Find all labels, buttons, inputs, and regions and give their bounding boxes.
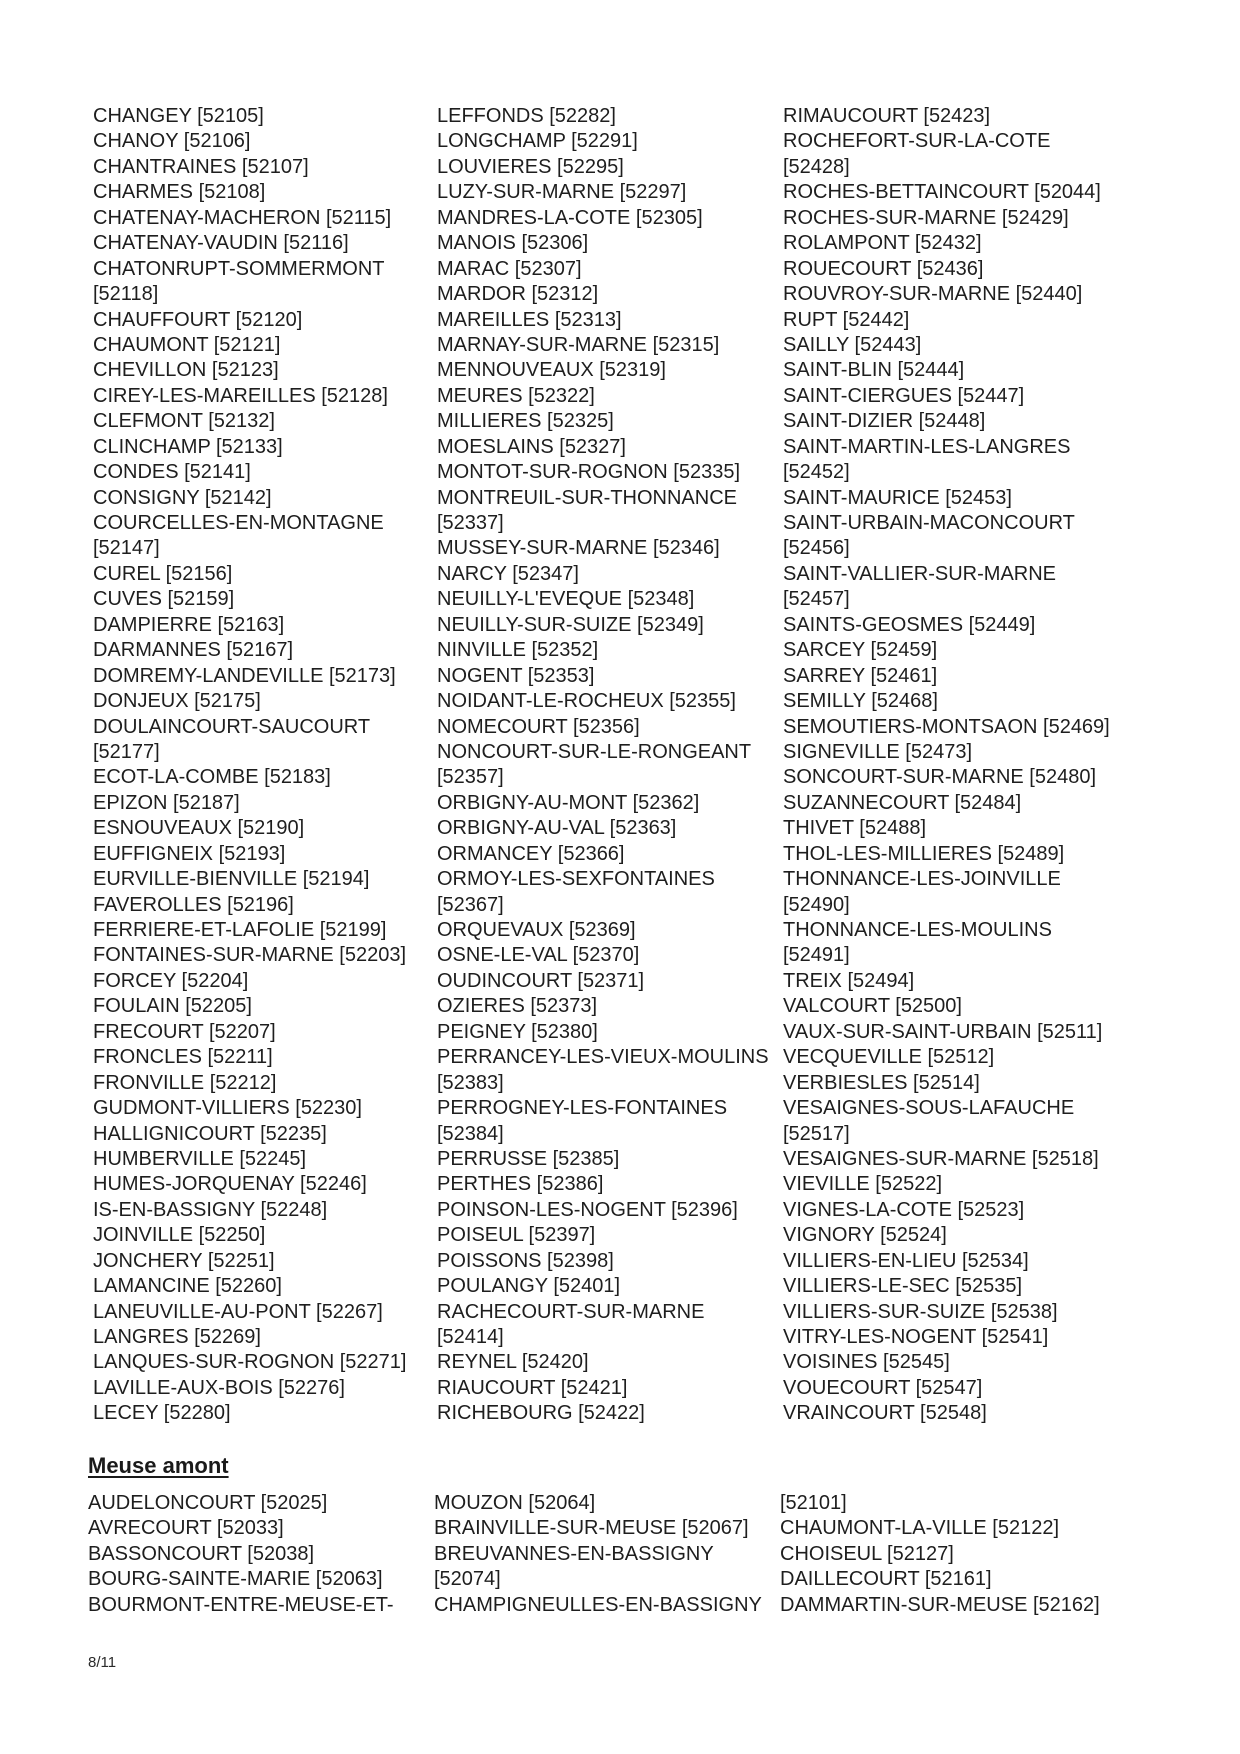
- commune-line: SAINT-URBAIN-MACONCOURT: [783, 512, 1075, 534]
- commune-line: [52452]: [783, 461, 850, 484]
- commune-line: LANGRES [52269]: [93, 1326, 261, 1348]
- commune-line: CHATENAY-MACHERON [52115]: [93, 206, 392, 229]
- commune-line: BOURMONT-ENTRE-MEUSE-ET-: [88, 1593, 394, 1616]
- commune-line: LAMANCINE [52260]: [93, 1275, 282, 1298]
- commune-line: ORMOY-LES-SEXFONTAINES: [437, 868, 715, 891]
- commune-line: ORMANCEY [52366]: [437, 842, 625, 865]
- commune-line: MAREILLES [52313]: [437, 308, 622, 331]
- commune-line: DONJEUX [52175]: [93, 690, 261, 713]
- commune-line: NOIDANT-LE-ROCHEUX [52355]: [437, 690, 736, 713]
- commune-line: RIAUCOURT [52421]: [437, 1376, 628, 1399]
- commune-line: CHAUFFOURT [52120]: [93, 308, 303, 331]
- commune-line: VAUX-SUR-SAINT-URBAIN [52511]: [783, 1020, 1103, 1043]
- commune-line: CHAMPIGNEULLES-EN-BASSIGNY: [434, 1593, 762, 1616]
- commune-line: NINVILLE [52352]: [437, 639, 599, 662]
- commune-line: CHAUMONT-LA-VILLE [52122]: [780, 1517, 1059, 1540]
- commune-line: ORBIGNY-AU-VAL [52363]: [437, 817, 677, 840]
- commune-line: AVRECOURT [52033]: [88, 1517, 284, 1540]
- commune-line: TREIX [52494]: [783, 969, 915, 992]
- commune-line: VECQUEVILLE [52512]: [783, 1046, 995, 1069]
- commune-line: COURCELLES-EN-MONTAGNE: [93, 512, 384, 534]
- commune-line: ROUECOURT [52436]: [783, 257, 984, 280]
- commune-line: [52337]: [437, 512, 504, 534]
- commune-line: FAVEROLLES [52196]: [93, 893, 294, 916]
- commune-line: JOINVILLE [52250]: [93, 1224, 266, 1247]
- commune-line: AUDELONCOURT [52025]: [88, 1492, 328, 1514]
- commune-line: [52177]: [93, 740, 160, 763]
- commune-line: CHARMES [52108]: [93, 181, 266, 204]
- commune-line: MARNAY-SUR-MARNE [52315]: [437, 333, 720, 356]
- commune-line: MARDOR [52312]: [437, 283, 599, 306]
- commune-column-3: [783, 104, 1110, 1427]
- commune-line: VRAINCOURT [52548]: [783, 1402, 987, 1425]
- commune-line: VOISINES [52545]: [783, 1351, 950, 1374]
- commune-line: MANOIS [52306]: [437, 232, 589, 255]
- commune-line: POULANGY [52401]: [437, 1275, 621, 1298]
- commune-line: EURVILLE-BIENVILLE [52194]: [93, 868, 370, 891]
- commune-line: ECOT-LA-COMBE [52183]: [93, 766, 331, 789]
- commune-line: ROCHES-SUR-MARNE [52429]: [783, 206, 1069, 229]
- commune-line: [52357]: [437, 766, 504, 789]
- commune-line: MONTOT-SUR-ROGNON [52335]: [437, 461, 741, 484]
- commune-line: DOMREMY-LANDEVILLE [52173]: [93, 664, 396, 687]
- commune-line: SUZANNECOURT [52484]: [783, 791, 1022, 814]
- commune-line: [52118]: [93, 283, 159, 306]
- commune-line: THONNANCE-LES-JOINVILLE: [783, 868, 1061, 891]
- commune-line: VALCOURT [52500]: [783, 995, 962, 1018]
- commune-line: CLEFMONT [52132]: [93, 410, 275, 433]
- commune-line: LONGCHAMP [52291]: [437, 130, 638, 153]
- commune-line: CHOISEUL [52127]: [780, 1542, 954, 1565]
- commune-line: MUSSEY-SUR-MARNE [52346]: [437, 537, 720, 560]
- commune-line: IS-EN-BASSIGNY [52248]: [93, 1198, 328, 1221]
- commune-line: JONCHERY [52251]: [93, 1249, 275, 1272]
- commune-line: [52074]: [434, 1568, 501, 1591]
- commune-line: HUMES-JORQUENAY [52246]: [93, 1173, 367, 1196]
- commune-line: VESAIGNES-SUR-MARNE [52518]: [783, 1147, 1099, 1170]
- commune-line: PERRANCEY-LES-VIEUX-MOULINS: [437, 1046, 769, 1069]
- commune-line: [52457]: [783, 588, 850, 611]
- commune-line: SAINT-DIZIER [52448]: [783, 410, 986, 433]
- commune-line: CUREL [52156]: [93, 562, 233, 585]
- commune-line: NEUILLY-L'EVEQUE [52348]: [437, 588, 695, 611]
- commune-line: MOESLAINS [52327]: [437, 435, 626, 458]
- commune-line: CHATONRUPT-SOMMERMONT: [93, 257, 385, 280]
- commune-line: DAMPIERRE [52163]: [93, 613, 285, 636]
- commune-line: NOMECOURT [52356]: [437, 715, 640, 738]
- commune-line: ROCHES-BETTAINCOURT [52044]: [783, 181, 1101, 204]
- commune-line: SAINT-MAURICE [52453]: [783, 486, 1012, 509]
- commune-line: NOGENT [52353]: [437, 664, 595, 687]
- commune-line: DAMMARTIN-SUR-MEUSE [52162]: [780, 1593, 1100, 1616]
- commune-line: VIGNES-LA-COTE [52523]: [783, 1198, 1025, 1221]
- commune-line: SARREY [52461]: [783, 664, 938, 687]
- commune-line: ESNOUVEAUX [52190]: [93, 817, 305, 840]
- commune-line: SAINT-MARTIN-LES-LANGRES: [783, 435, 1071, 458]
- commune-line: CHANGEY [52105]: [93, 105, 264, 127]
- commune-line: VOUECOURT [52547]: [783, 1376, 983, 1399]
- commune-line: MARAC [52307]: [437, 257, 582, 280]
- commune-line: ROUVROY-SUR-MARNE [52440]: [783, 283, 1083, 306]
- commune-line: VESAIGNES-SOUS-LAFAUCHE: [783, 1097, 1075, 1120]
- commune-line: CHANTRAINES [52107]: [93, 155, 309, 178]
- meuse-amont-column-3: [780, 1491, 1100, 1618]
- commune-line: FORCEY [52204]: [93, 969, 249, 992]
- commune-line: CLINCHAMP [52133]: [93, 435, 283, 458]
- commune-line: THOL-LES-MILLIERES [52489]: [783, 842, 1065, 865]
- meuse-amont-column-1: [88, 1491, 394, 1618]
- meuse-amont-column-2: [434, 1491, 762, 1618]
- commune-line: RIMAUCOURT [52423]: [783, 105, 991, 127]
- commune-line: [52384]: [437, 1122, 504, 1145]
- commune-line: [52456]: [783, 537, 850, 560]
- commune-line: REYNEL [52420]: [437, 1351, 589, 1374]
- commune-line: MANDRES-LA-COTE [52305]: [437, 206, 703, 229]
- commune-line: LUZY-SUR-MARNE [52297]: [437, 181, 687, 204]
- page-number: 8/11: [88, 1654, 117, 1671]
- commune-line: [52490]: [783, 893, 850, 916]
- commune-line: SAINT-BLIN [52444]: [783, 359, 965, 382]
- commune-line: POINSON-LES-NOGENT [52396]: [437, 1198, 738, 1221]
- commune-line: RACHECOURT-SUR-MARNE: [437, 1300, 705, 1323]
- commune-line: NONCOURT-SUR-LE-RONGEANT: [437, 740, 752, 763]
- commune-line: THIVET [52488]: [783, 817, 927, 840]
- commune-line: DAILLECOURT [52161]: [780, 1568, 992, 1591]
- commune-line: MONTREUIL-SUR-THONNANCE: [437, 486, 737, 509]
- commune-line: CIREY-LES-MAREILLES [52128]: [93, 384, 388, 407]
- commune-line: VIEVILLE [52522]: [783, 1173, 943, 1196]
- commune-line: ROCHEFORT-SUR-LA-COTE: [783, 130, 1051, 153]
- commune-line: SEMILLY [52468]: [783, 690, 938, 713]
- commune-line: [52414]: [437, 1326, 504, 1348]
- commune-line: FRONCLES [52211]: [93, 1046, 273, 1069]
- commune-line: ORQUEVAUX [52369]: [437, 919, 636, 941]
- commune-line: PERROGNEY-LES-FONTAINES: [437, 1097, 728, 1120]
- commune-line: OSNE-LE-VAL [52370]: [437, 944, 640, 967]
- commune-line: VIGNORY [52524]: [783, 1224, 947, 1247]
- commune-line: NEUILLY-SUR-SUIZE [52349]: [437, 613, 704, 636]
- commune-line: HUMBERVILLE [52245]: [93, 1147, 307, 1170]
- commune-line: OUDINCOURT [52371]: [437, 969, 645, 992]
- commune-line: LANEUVILLE-AU-PONT [52267]: [93, 1300, 383, 1323]
- commune-line: VILLIERS-LE-SEC [52535]: [783, 1275, 1023, 1298]
- commune-line: [52428]: [783, 155, 850, 178]
- commune-line: BOURG-SAINTE-MARIE [52063]: [88, 1568, 383, 1591]
- commune-line: EUFFIGNEIX [52193]: [93, 842, 286, 865]
- commune-line: HALLIGNICOURT [52235]: [93, 1122, 327, 1145]
- commune-line: FRECOURT [52207]: [93, 1020, 276, 1043]
- commune-line: VILLIERS-EN-LIEU [52534]: [783, 1249, 1029, 1272]
- commune-line: [52383]: [437, 1071, 504, 1094]
- commune-line: MEURES [52322]: [437, 384, 595, 407]
- commune-line: PERTHES [52386]: [437, 1173, 604, 1196]
- commune-line: DOULAINCOURT-SAUCOURT: [93, 715, 371, 738]
- commune-line: BRAINVILLE-SUR-MEUSE [52067]: [434, 1517, 749, 1540]
- commune-line: [52517]: [783, 1122, 850, 1145]
- commune-line: MOUZON [52064]: [434, 1492, 596, 1514]
- commune-line: [52101]: [780, 1492, 847, 1514]
- commune-line: CHAUMONT [52121]: [93, 333, 281, 356]
- commune-line: SIGNEVILLE [52473]: [783, 740, 973, 763]
- commune-line: [52491]: [783, 944, 850, 967]
- commune-line: VILLIERS-SUR-SUIZE [52538]: [783, 1300, 1058, 1323]
- commune-line: PEIGNEY [52380]: [437, 1020, 598, 1043]
- commune-line: RICHEBOURG [52422]: [437, 1402, 645, 1425]
- commune-line: BASSONCOURT [52038]: [88, 1542, 315, 1565]
- commune-line: POISSONS [52398]: [437, 1249, 614, 1272]
- commune-line: RUPT [52442]: [783, 308, 910, 331]
- commune-line: CHEVILLON [52123]: [93, 359, 279, 382]
- commune-line: BREUVANNES-EN-BASSIGNY: [434, 1542, 714, 1565]
- commune-line: CHATENAY-VAUDIN [52116]: [93, 232, 349, 255]
- commune-line: LEFFONDS [52282]: [437, 105, 616, 127]
- commune-line: NARCY [52347]: [437, 562, 579, 585]
- commune-line: CONSIGNY [52142]: [93, 486, 272, 509]
- commune-line: ROLAMPONT [52432]: [783, 232, 982, 255]
- section-heading-meuse-amont: Meuse amont: [88, 1453, 229, 1478]
- commune-line: FOULAIN [52205]: [93, 995, 252, 1018]
- commune-line: [52147]: [93, 537, 160, 560]
- commune-line: THONNANCE-LES-MOULINS: [783, 919, 1052, 941]
- commune-line: ORBIGNY-AU-MONT [52362]: [437, 791, 700, 814]
- commune-line: MILLIERES [52325]: [437, 410, 614, 433]
- commune-line: VITRY-LES-NOGENT [52541]: [783, 1326, 1049, 1348]
- commune-line: EPIZON [52187]: [93, 791, 240, 814]
- commune-line: LANQUES-SUR-ROGNON [52271]: [93, 1351, 407, 1374]
- commune-line: CHANOY [52106]: [93, 130, 251, 153]
- commune-line: SAINT-CIERGUES [52447]: [783, 384, 1025, 407]
- commune-line: LECEY [52280]: [93, 1402, 231, 1425]
- commune-line: CONDES [52141]: [93, 461, 251, 484]
- commune-line: LAVILLE-AUX-BOIS [52276]: [93, 1376, 345, 1399]
- commune-line: [52367]: [437, 893, 504, 916]
- commune-line: OZIERES [52373]: [437, 995, 598, 1018]
- commune-line: LOUVIERES [52295]: [437, 155, 624, 178]
- commune-line: SARCEY [52459]: [783, 639, 938, 662]
- commune-line: CUVES [52159]: [93, 588, 235, 611]
- commune-line: SAINTS-GEOSMES [52449]: [783, 613, 1036, 636]
- commune-line: SONCOURT-SUR-MARNE [52480]: [783, 766, 1097, 789]
- commune-column-1: [93, 104, 406, 1427]
- commune-line: VERBIESLES [52514]: [783, 1071, 980, 1094]
- commune-line: PERRUSSE [52385]: [437, 1147, 620, 1170]
- commune-line: GUDMONT-VILLIERS [52230]: [93, 1097, 362, 1120]
- commune-column-2: [437, 104, 769, 1427]
- commune-line: POISEUL [52397]: [437, 1224, 596, 1247]
- commune-line: MENNOUVEAUX [52319]: [437, 359, 666, 382]
- commune-line: SAILLY [52443]: [783, 333, 922, 356]
- commune-line: FRONVILLE [52212]: [93, 1071, 277, 1094]
- commune-line: SAINT-VALLIER-SUR-MARNE: [783, 562, 1057, 585]
- commune-line: FONTAINES-SUR-MARNE [52203]: [93, 944, 407, 967]
- commune-line: FERRIERE-ET-LAFOLIE [52199]: [93, 919, 387, 941]
- commune-line: DARMANNES [52167]: [93, 639, 294, 662]
- commune-line: SEMOUTIERS-MONTSAON [52469]: [783, 715, 1110, 738]
